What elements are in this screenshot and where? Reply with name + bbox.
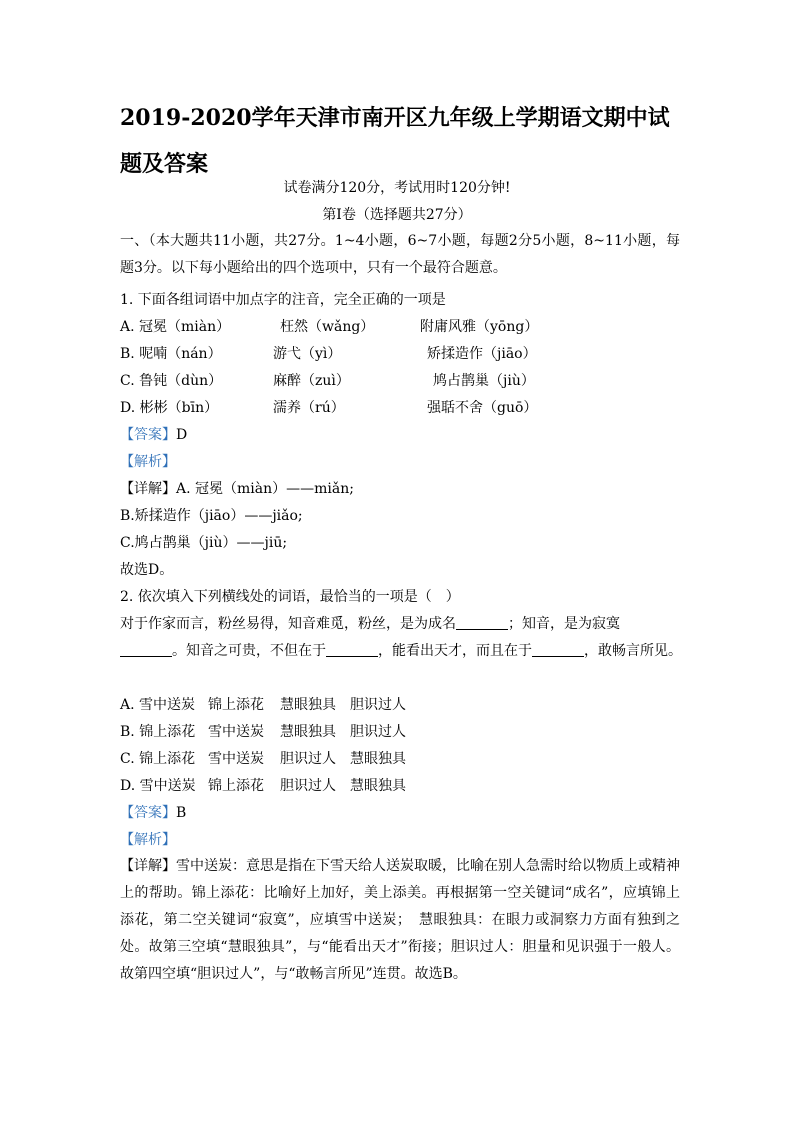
q1-option-b xyxy=(120,344,680,364)
q1-option-a xyxy=(120,317,680,337)
q2-option-d xyxy=(120,776,680,796)
passage-text: ，能看出天才，而且在于 xyxy=(378,643,532,659)
option-text: 强聒不舍（guō） xyxy=(427,400,538,416)
volume-heading: 第Ⅰ卷（选择题共27分） xyxy=(322,207,472,223)
option-text: 慧眼独具 xyxy=(350,751,406,767)
q2-option-a xyxy=(120,695,680,715)
passage-text: ；知音，是为寂寞 xyxy=(508,616,620,632)
fill-blank xyxy=(326,642,378,657)
passage-text: ，敢畅言所见。 xyxy=(584,643,682,659)
option-text: 雪中送炭 xyxy=(208,751,264,767)
option-text: 麻醉（zuì） xyxy=(273,373,350,389)
q2-option-b xyxy=(120,722,680,742)
option-text: A. 冠冕（miàn） xyxy=(120,319,231,335)
option-text: 濡养（rú） xyxy=(273,400,345,416)
option-text: 胆识过人 xyxy=(350,724,406,740)
passage-text: 对于作家而言，粉丝易得，知音难觅，粉丝，是为成名 xyxy=(120,616,456,632)
answer-label: 【答案】 xyxy=(120,805,176,821)
option-text: D. 雪中送炭 xyxy=(120,778,196,794)
q1-option-c xyxy=(120,371,680,391)
option-text: C. 锦上添花 xyxy=(120,751,196,767)
option-text: 慧眼独具 xyxy=(280,697,336,713)
option-text: 胆识过人 xyxy=(280,751,336,767)
answer-label: 【答案】 xyxy=(120,427,176,443)
fill-blank xyxy=(120,642,172,657)
option-text: B. 呢喃（nán） xyxy=(120,346,222,362)
option-text: C. 鲁钝（dùn） xyxy=(120,373,223,389)
q1-option-d xyxy=(120,398,680,418)
q1-detail-line: B.矫揉造作（jiāo）——jiǎo; xyxy=(120,508,303,524)
answer-value: D xyxy=(176,427,188,443)
detail-text: 雪中送炭：意思是指在下雪天给人送炭取暖，比喻在别人急需时给以物质上或精神上的帮助。锦上添花：比喻好上加好，美上添美。再根据第一空关键词“成名”，应填锦上添花，第二空关键词“寂寞”，应填雪中送炭； 慧眼独具：在眼力或洞察力方面有独到之处。故第三空填“慧眼独具”，与“能看出天才”衔接；胆识过人：胆量和见识强于一般人。故第四空填“胆识过人”，与“敢畅言所见”连贯。故选B。 xyxy=(120,858,680,982)
option-text: D. 彬彬（bīn） xyxy=(120,400,219,416)
option-text: 胆识过人 xyxy=(350,697,406,713)
option-text: 鸠占鹊巢（jiù） xyxy=(433,373,535,389)
q1-stem: 1. 下面各组词语中加点字的注音，完全正确的一项是 xyxy=(120,292,446,308)
document-title: 2019-2020学年天津市南开区九年级上学期语文期中试题及答案 xyxy=(120,105,670,177)
detail-label: 【详解】 xyxy=(120,481,176,497)
passage-text: 。知音之可贵，不但在于 xyxy=(172,643,326,659)
option-text: 矫揉造作（jiāo） xyxy=(427,346,537,362)
q2-option-c xyxy=(120,749,680,769)
option-text: 附庸风雅（yōng） xyxy=(420,319,539,335)
fill-blank xyxy=(532,642,584,657)
q2-detail xyxy=(120,853,680,988)
option-text: 慧眼独具 xyxy=(350,778,406,794)
q2-answer xyxy=(120,803,186,823)
option-text: A. 雪中送炭 xyxy=(120,697,196,713)
q2-passage-line xyxy=(120,641,682,661)
section-instructions: 一、（本大题共11小题，共27分。1~4小题，6~7小题，每题2分5小题，8~11小题，每题3分。以下每小题给出的四个选项中，只有一个最符合题意。 xyxy=(120,233,680,276)
option-text: 锦上添花 xyxy=(208,778,264,794)
q1-answer xyxy=(120,425,187,445)
option-text: B. 锦上添花 xyxy=(120,724,196,740)
q2-analysis-label: 【解析】 xyxy=(120,832,176,848)
answer-value: B xyxy=(176,805,187,821)
fill-blank xyxy=(456,615,508,630)
q1-detail xyxy=(120,479,354,499)
option-text: 锦上添花 xyxy=(208,697,264,713)
option-text: 胆识过人 xyxy=(280,778,336,794)
exam-info: 试卷满分120分，考试用时120分钟! xyxy=(283,180,511,196)
q2-passage-line xyxy=(120,614,620,634)
detail-line: A. 冠冕（miàn）——miǎn; xyxy=(176,481,354,497)
q2-stem: 2. 依次填入下列横线处的词语，最恰当的一项是（ ） xyxy=(120,589,460,605)
option-text: 枉然（wǎng） xyxy=(280,319,375,335)
option-text: 慧眼独具 xyxy=(280,724,336,740)
q1-analysis-label: 【解析】 xyxy=(120,454,176,470)
detail-label: 【详解】 xyxy=(120,858,176,874)
option-text: 游弋（yì） xyxy=(273,346,342,362)
q1-detail-line: C.鸠占鹊巢（jiù）——jiū; xyxy=(120,535,288,551)
q1-detail-line: 故选D。 xyxy=(120,562,174,578)
option-text: 雪中送炭 xyxy=(208,724,264,740)
